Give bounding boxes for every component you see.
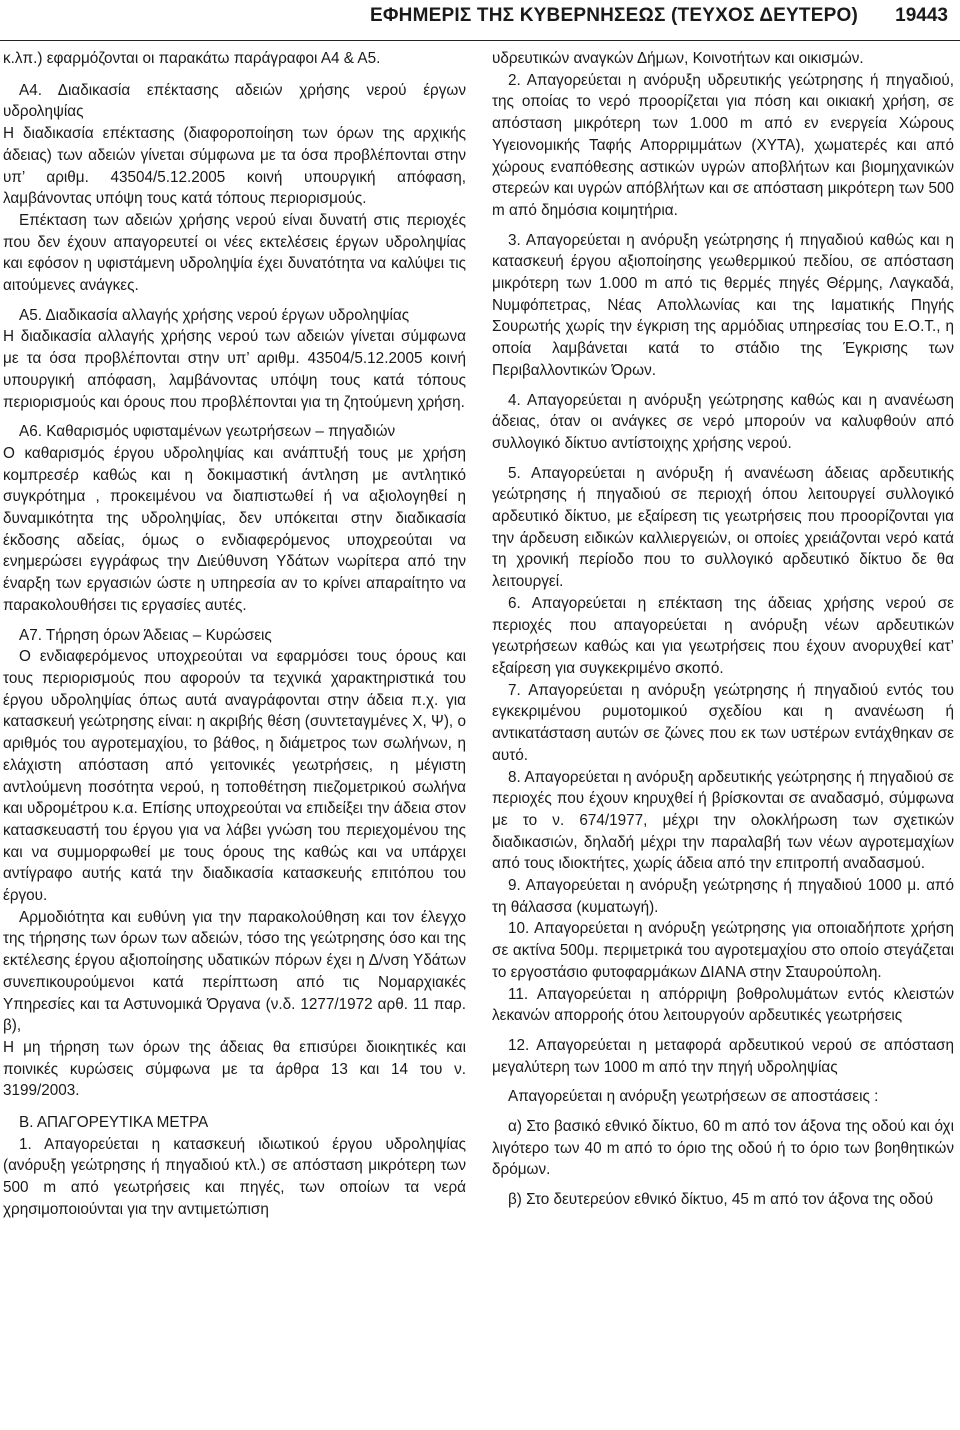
gazette-title: ΕΦΗΜΕΡΙΣ ΤΗΣ ΚΥΒΕΡΝΗΣΕΩΣ (ΤΕΥΧΟΣ ΔΕΥΤΕΡΟ) — [370, 5, 858, 26]
list-item: 2. Απαγορεύεται η ανόρυξη υδρευτικής γεώτρησης ή πηγαδιού, της οποίας το νερό προορίζεται για πόση και οικιακή χρήση, σε απόσταση μικρότερη των 1.000 m από εν ενεργεία Χώρους Υγειονομικής Ταφής Απορριμμάτων (ΧΥΤΑ), χωματερές και από χώρους εναπόθεσης αστικών υγρών αποβλήτων και βιομηχανικών στερεών και υγρών απόβλήτων και σε απόσταση μικρότερη των 500 m από δημόσια κοιμητήρια. — [492, 71, 954, 219]
section-heading-a5: Α5. Διαδικασία αλλαγής χρήσης νερού έργων υδροληψίας — [19, 306, 410, 324]
paragraph: Η μη τήρηση των όρων της άδειας θα επισύρει διοικητικές και ποινικές κυρώσεις σύμφωνα με τα άρθρα 13 και 14 του ν. 3199/2003. — [3, 1038, 466, 1100]
page-number: 19443 — [895, 5, 948, 26]
paragraph: Αρμοδιότητα και ευθύνη για την παρακολούθηση και τον έλεγχο της τήρησης των όρων των αδειών, τόσο της γεώτρησης όσο και της εκτέλεσης έργου αξιοποίησης υδατικών πόρων έχει η Δ/νση Υδάτων συνεπικουρούμενοι κατά περίπτωση από τις Νομαρχιακές Υπηρεσίες και τα Αστυνομικά Όργανα (ν.δ. 1277/1972 αρθ. 11 παρ. β), — [3, 908, 466, 1035]
list-item: 8. Απαγορεύεται η ανόρυξη αρδευτικής γεώτρησης ή πηγαδιού σε περιοχές που έχουν κηρυχθεί ή βρίσκονται σε αναδασμό, σύμφωνα με το ν. 674/1977, μέχρι την ολοκλήρωση των σχετικών διαδικασιών, δηλαδή μέχρι την παραλαβή των νέων αγροτεμαχίων από τους ιδιοκτήτες, χωρίς άδεια από την επιτροπή αναδασμού. — [492, 768, 954, 873]
list-item: 10. Απαγορεύεται η ανόρυξη γεώτρησης για οποιαδήποτε χρήση σε ακτίνα 500μ. περιμετρικά του αγροτεμαχίου στο οποίο στεγάζεται το εργοστάσιο φυτοφαρμάκων ΔΙΑΝΑ στην Σταυρούπολη. — [492, 920, 954, 981]
section-heading-a4: Α4. Διαδικασία επέκτασης αδειών χρήσης νερού έργων υδροληψίας — [3, 81, 466, 121]
list-item: 11. Απαγορεύεται η απόρριψη βοθρολυμάτων εντός κλειστών λεκανών απορροής ότου λειτουργούν αρδευτικές γεωτρήσεις — [492, 985, 954, 1025]
paragraph: Η διαδικασία αλλαγής χρήσης νερού των αδειών γίνεται σύμφωνα με τα όσα προβλέπονται στην υπ’ αριθμ. 43504/5.12.2005 κοινή υπουργική απόφαση, λαμβάνοντας υπόψη τους κατά τόπους περιορισμούς και όρους που προβλέπονται για τη ζητούμενη χρήση. — [3, 328, 466, 411]
paragraph: Η διαδικασία επέκτασης (διαφοροποίηση των όρων της αρχικής άδειας) των αδειών γίνεται σύμφωνα με τα όσα προβλέπονται στην υπ’ αριθμ. 43504/5.12.2005 κοινή υπουργική απόφαση, λαμβάνοντας υπόψη τους κατά τόπους περιορισμούς. — [3, 125, 466, 208]
paragraph: κ.λπ.) εφαρμόζονται οι παρακάτω παράγραφοι Α4 & Α5. — [3, 50, 381, 67]
paragraph: Απαγορεύεται η ανόρυξη γεωτρήσεων σε αποστάσεις : — [508, 1088, 879, 1106]
paragraph: Επέκταση των αδειών χρήσης νερού είναι δυνατή στις περιοχές που δεν έχουν απαγορευτεί οι νέες εκτελέσεις έργων υδροληψίας και εφόσον η υφιστάμενη υδροληψία έχει δυνατότητα να καλύψει τις αιτούμενες ανάγκες. — [3, 211, 466, 295]
left-column — [3, 48, 466, 1221]
page-header — [0, 0, 960, 41]
right-column — [492, 48, 954, 1211]
list-item: α) Στο βασικό εθνικό δίκτυο, 60 m από τον άξονα της οδού και όχι λιγότερο των 40 m από το όριο της οδού ή το όριο των βοηθητικών δρόμων. — [492, 1118, 954, 1179]
list-item: 6. Απαγορεύεται η επέκταση της άδειας χρήσης νερού σε περιοχές που απαγορεύεται η ανόρυξη νέων αρδευτικών γεωτρήσεων καθώς και για γεωτρήσεις που έχουν ανορυχθεί κατ’ εξαίρεση για συγκεκριμένο σκοπό. — [492, 594, 954, 677]
paragraph: υδρευτικών αναγκών Δήμων, Κοινοτήτων και οικισμών. — [492, 50, 864, 67]
list-item: β) Στο δευτερεύον εθνικό δίκτυο, 45 m από τον άξονα της οδού — [508, 1191, 934, 1209]
paragraph: Ο ενδιαφερόμενος υποχρεούται να εφαρμόσει τους όρους και τους περιορισμούς που αφορούν τα τεχνικά χαρακτηριστικά του έργου υδροληψίας όπως αυτά αναγράφονται στην άδεια π.χ. για κατασκευή γεώτρησης είναι: η ακριβής θέση (συντεταγμένες Χ, Ψ), ο αριθμός του αγροτεμαχίου, το βάθος, η διάμετρος των σωλήνων, η ελάχιστη απόσταση από γειτονικές γεωτρήσεις, η μέγιστη αντλούμενη ποσότητα νερού, η τοποθέτηση πιεζομετρικού σωλήνα και υδρομέτρου κ.α. Επίσης υποχρεούται να επιδείξει την άδεια στον κατασκευαστή του έργου για να λάβει γνώση του περιεχομένου της και να συμμορφωθεί με τους όρους της καθώς και να υπάρχει αντίγραφο αυτής κατά την διαδικασία κατασκευής επιτόπου του έργου. — [3, 648, 466, 905]
list-item: 12. Απαγορεύεται η μεταφορά αρδευτικού νερού σε απόσταση μεγαλύτερη των 1000 m από την πηγή υδροληψίας — [492, 1036, 954, 1076]
list-item: 3. Απαγορεύεται η ανόρυξη γεώτρησης ή πηγαδιού καθώς και η κατασκευή έργου αξιοποίησης γεωθερμικού πεδίου, σε απόσταση μικρότερη των 1.000 m από τις θερμές πηγές Θέρμης, Λαγκαδά, Νυμφόπετρας, Νέας Απολλωνίας και της Ιαματικής Πηγής Σουρωτής χωρίς την έγκριση της αρμόδιας υπηρεσίας του Ε.Ο.Τ., η οποία λαμβάνεται κατά το στάδιο της Έγκρισης των Περιβαλλοντικών Όρων. — [492, 231, 954, 379]
section-heading-a6: Α6. Καθαρισμός υφισταμένων γεωτρήσεων – πηγαδιών — [19, 423, 396, 441]
section-heading-b: Β. ΑΠΑΓΟΡΕΥΤΙΚΑ ΜΕΤΡΑ — [19, 1114, 209, 1132]
list-item: 4. Απαγορεύεται η ανόρυξη γεώτρησης καθώς και η ανανέωση άδειας, όταν οι ανάγκες σε νερό μπορούν να καλυφθούν από συλλογικό δίκτυο αντίστοιχης χρήσης νερού. — [492, 391, 954, 452]
section-heading-a7: Α7. Τήρηση όρων Άδειας – Κυρώσεις — [19, 626, 272, 644]
list-item: 5. Απαγορεύεται η ανόρυξη ή ανανέωση άδειας αρδευτικής γεώτρησης ή πηγαδιού σε περιοχή όπου λειτουργεί συλλογικό αρδευτικό δίκτυο, με εξαίρεση τις γεωτρήσεις που προορίζονται για την άρδευση ειδικών καλλιεργειών, οι οποίες χρειάζονται νερό κατά τη χρονική περίοδο που το συλλογικό αρδευτικό δίκτυο δε θα λειτουργεί. — [492, 464, 954, 591]
list-item: 9. Απαγορεύεται η ανόρυξη γεώτρησης ή πηγαδιού 1000 μ. από τη θάλασσα (κυματωγή). — [492, 877, 954, 916]
list-item: 7. Απαγορεύεται η ανόρυξη γεώτρησης ή πηγαδιού εντός του εγκεκριμένου ρυμοτομικού σχεδίου και η ανανέωση ή αντικατάσταση αυτών σε ζώνες που εκ των υστέρων εντάχθηκαν σε αυτό. — [492, 681, 954, 764]
paragraph: Ο καθαρισμός έργου υδροληψίας και ανάπτυξή τους με χρήση κομπρεσέρ καθώς και η δοκιμαστική άντληση με αντλητικό συγκρότημα , προκειμένου να διαπιστωθεί ή να αξιολογηθεί η δυναμικότητα της υδροληψίας, δεν υπόκειται στην διαδικασία έκδοσης αδείας, όμως ο ενδιαφερόμενος υποχρεούται να ενημερώσει εγγράφως την Διεύθυνση Υδάτων νωρίτερα από την έναρξη των εργασιών ώστε η υπηρεσία αν το κρίνει απαραίτητο να παρακολουθήσει τις εργασίες αυτές. — [3, 444, 466, 614]
paragraph: 1. Απαγορεύεται η κατασκευή ιδιωτικού έργου υδροληψίας (ανόρυξη γεώτρησης ή πηγαδιού κτλ.) σε απόσταση μικρότερη των 500 m από γεωτρήσεις και πηγές, των οποίων τα νερά χρησιμοποιούνται για την αντιμετώπιση — [3, 1135, 466, 1218]
